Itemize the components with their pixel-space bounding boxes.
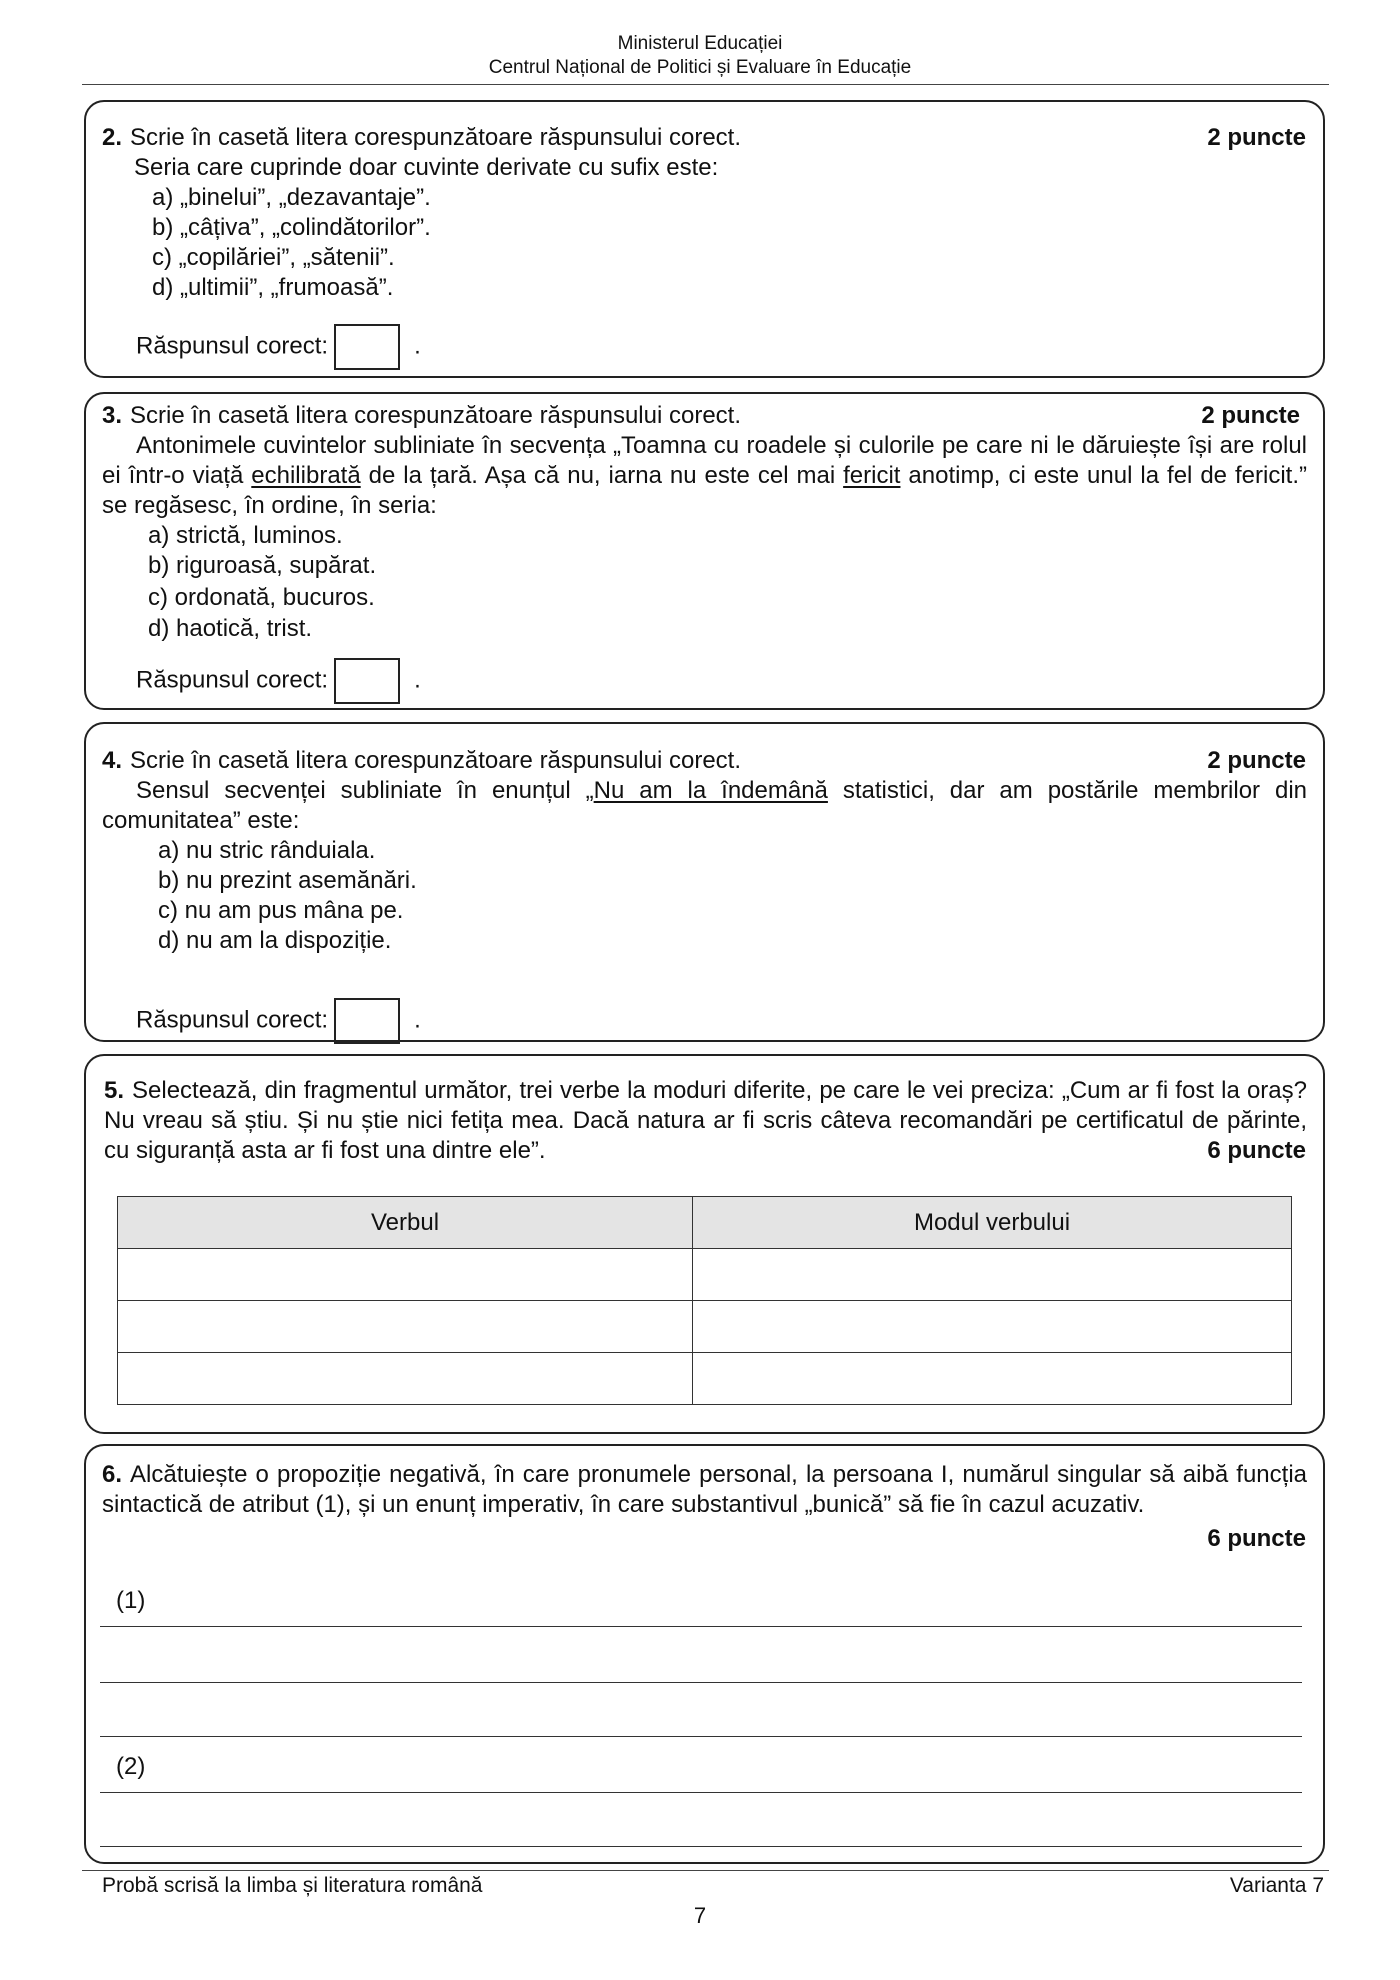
answer-label-1: (1) [116,1587,146,1614]
question-4-number: 4. [102,747,123,774]
verb-cell[interactable] [118,1301,693,1353]
verb-table-header-mode: Modul verbului [693,1197,1292,1249]
question-2-option-a: a) „binelui”, „dezavantaje”. [152,184,431,211]
question-3-answer-row: Răspunsul corect: . [136,658,421,704]
question-6-number: 6. [102,1461,123,1488]
question-5-number: 5. [104,1077,125,1104]
question-4-text: Sensul secvenței subliniate în enunțul „Nu am la îndemână statistici, dar am postările membrilor din comunitatea” este: [102,777,1308,834]
underlined-word-1: echilibrată [251,462,361,489]
question-4-answer-label: Răspunsul corect: [136,1006,329,1034]
mode-cell[interactable] [693,1249,1292,1301]
question-2-points: 2 puncte [1207,124,1306,151]
question-3-number: 3. [102,402,123,429]
answer-line[interactable] [100,1792,1302,1793]
question-3-option-b: b) riguroasă, supărat. [148,552,377,579]
question-4-option-c: c) nu am pus mâna pe. [158,897,404,924]
question-2-answer-label: Răspunsul corect: [136,332,329,360]
verb-table-header-verb: Verbul [118,1197,693,1249]
answer-line[interactable] [100,1682,1302,1683]
answer-line[interactable] [100,1626,1302,1627]
question-4-answer-box[interactable] [334,998,400,1044]
question-6-points: 6 puncte [1207,1525,1306,1552]
question-5-text: 5. Selectează, din fragmentul următor, trei verbe la moduri diferite, pe care le vei preciza: „Cum ar fi fost la oraș? Nu vreau să știu. Și nu știe nici fetița mea. Dacă natura ar fi scris câteva recomandări pe certificatul de părinte, cu siguranță asta ar fi fost una dintre ele”. [104,1077,1307,1164]
question-3-option-a: a) strictă, luminos. [148,522,343,549]
header-ministry: Ministerul Educației [617,33,783,54]
header-divider [82,84,1329,85]
underlined-phrase: Nu am la îndemână [593,777,828,804]
page-number: 7 [693,1903,707,1928]
footer-exam-title: Probă scrisă la limba și literatura română [102,1874,483,1897]
question-2-option-b: b) „câțiva”, „colindătorilor”. [152,214,431,241]
question-4-option-d: d) nu am la dispoziție. [158,927,392,954]
verb-cell[interactable] [118,1353,693,1405]
verb-cell[interactable] [118,1249,693,1301]
question-4-option-a: a) nu stric rânduiala. [158,837,376,864]
question-2-option-d: d) „ultimii”, „frumoasă”. [152,274,394,301]
question-3-points: 2 puncte [1201,402,1300,429]
footer-variant: Varianta 7 [1229,1874,1324,1897]
question-2-stem: Seria care cuprinde doar cuvinte derivate cu sufix este: [134,154,719,181]
question-4-option-b: b) nu prezint asemănări. [158,867,417,894]
question-2-answer-box[interactable] [334,324,400,370]
answer-line[interactable] [100,1736,1302,1737]
question-3-text: Antonimele cuvintelor subliniate în secvența „Toamna cu roadele și culorile pe care ni le dăruiește își are rolul ei într-o viață echilibrată de la țară. Așa că nu, iarna nu este cel mai fericit anotimp, ci este unul la fel de fericit.” se regăsesc, în ordine, în seria: [102,432,1307,519]
question-3-instruction: 3. Scrie în casetă litera corespunzătoare răspunsului corect. [102,402,741,429]
mode-cell[interactable] [693,1353,1292,1405]
question-2-number: 2. [102,124,123,151]
question-4-instruction: 4. Scrie în casetă litera corespunzătoare răspunsului corect. [102,747,741,774]
question-4-points: 2 puncte [1207,747,1306,774]
mode-cell[interactable] [693,1301,1292,1353]
question-3-answer-box[interactable] [334,658,400,704]
question-2-instruction: 2. Scrie în casetă litera corespunzătoare răspunsului corect. [102,124,741,151]
answer-line[interactable] [100,1846,1302,1847]
question-3-option-d: d) haotică, trist. [148,615,313,642]
header-center: Centrul Național de Politici și Evaluare în Educație [488,57,912,78]
answer-label-2: (2) [116,1753,146,1780]
question-4-answer-row: Răspunsul corect: . [136,998,421,1044]
question-3-option-c: c) ordonată, bucuros. [148,584,375,611]
question-2-answer-row: Răspunsul corect: . [136,324,421,370]
question-3-answer-label: Răspunsul corect: [136,666,329,694]
underlined-word-2: fericit [843,462,901,489]
footer-divider [82,1870,1329,1871]
page-header [0,32,1400,80]
verb-table [117,1196,1292,1405]
question-2-option-c: c) „copilăriei”, „sătenii”. [152,244,395,271]
question-6-text: 6. Alcătuiește o propoziție negativă, în care pronumele personal, la persoana I, numărul singular să aibă funcția sintactică de atribut (1), și un enunț imperativ, în care substantivul „bunică” să fie în cazul acuzativ. [102,1461,1307,1518]
question-5-points: 6 puncte [1207,1137,1306,1164]
